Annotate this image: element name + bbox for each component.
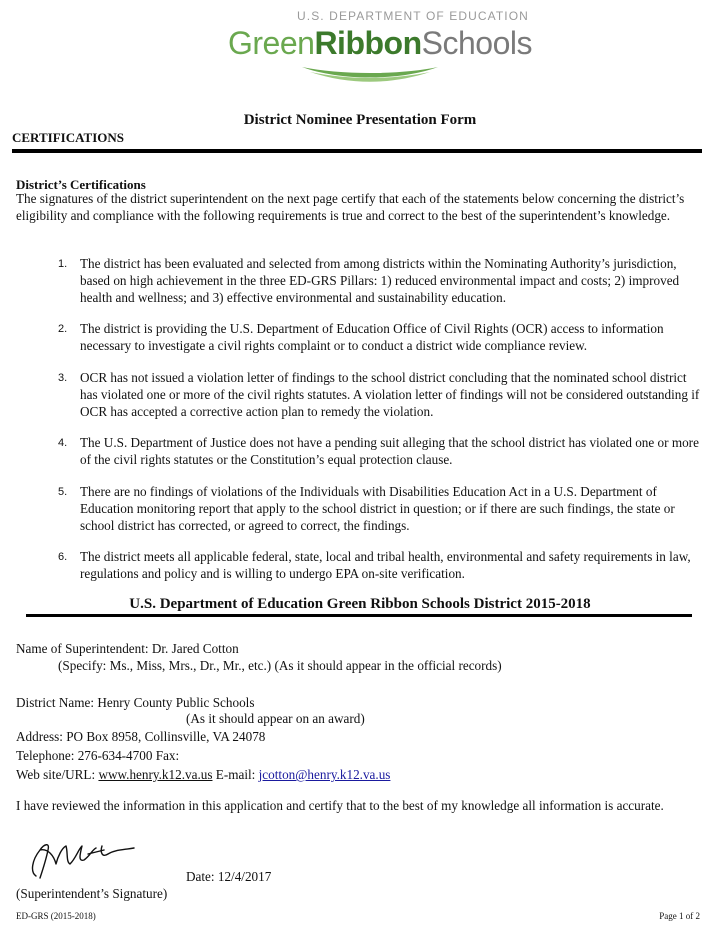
website-label: Web site/URL: — [16, 767, 99, 782]
address-line — [16, 728, 265, 745]
footer-page-number: Page 1 of 2 — [659, 911, 700, 921]
superintendent-specify-note: (Specify: Ms., Miss, Mrs., Dr., Mr., etc.) (As it should appear in the official records) — [58, 658, 502, 673]
item-text: The district meets all applicable federal, state, local and tribal health, environmental and safety requirements in law, regulations and policy and is willing to undergo EPA on-site verification. — [80, 549, 691, 581]
telephone-label: Telephone: — [16, 748, 78, 763]
district-award-note: (As it should appear on an award) — [186, 711, 365, 726]
certification-item-2 — [58, 320, 702, 354]
green-ribbon-schools-logo — [228, 27, 532, 59]
item-number: 2. — [58, 323, 68, 335]
district-name: Henry County Public Schools — [97, 695, 255, 710]
footer-form-id: ED-GRS (2015-2018) — [16, 911, 96, 921]
date-line — [186, 868, 271, 885]
web-email-line — [16, 766, 390, 783]
superintendent-name-label: Name of Superintendent: — [16, 641, 152, 656]
logo-text-ribbon: Ribbon — [314, 25, 422, 61]
ribbon-leaf-icon — [300, 63, 440, 85]
program-title: U.S. Department of Education Green Ribbon Schools District 2015-2018 — [129, 596, 591, 612]
attestation-statement: I have reviewed the information in this application and certify that to the best of my knowledge all information is accurate. — [16, 798, 664, 813]
item-text: OCR has not issued a violation letter of findings to the school district concluding that the nominated school district has violated one or more of the civil rights statutes. A violation letter of findings will not be considered outstanding if OCR has accepted a corrective action plan to remedy the violation. — [80, 370, 700, 419]
section-divider — [12, 149, 702, 153]
item-number: 3. — [58, 372, 68, 384]
certifications-heading: District’s Certifications — [16, 177, 146, 192]
certification-item-3 — [58, 369, 702, 420]
department-name: U.S. DEPARTMENT OF EDUCATION — [297, 9, 529, 23]
handwritten-signature — [26, 838, 138, 882]
certifications-intro: The signatures of the district superintendent on the next page certify that each of the statements below concerning the district’s eligibility and compliance with the following requirements is true and correct to the best of the superintendent’s knowledge. — [16, 191, 685, 223]
item-number: 1. — [58, 258, 68, 270]
date-value: 12/4/2017 — [217, 869, 272, 884]
certification-item-5 — [58, 483, 702, 534]
website-link[interactable]: www.henry.k12.va.us — [98, 767, 213, 782]
certification-item-6 — [58, 548, 702, 582]
form-title: District Nominee Presentation Form — [243, 112, 477, 128]
signature-caption: (Superintendent’s Signature) — [16, 886, 168, 901]
certification-item-1 — [58, 255, 702, 306]
district-name-label: District Name: — [16, 695, 98, 710]
certification-item-4 — [58, 434, 702, 468]
date-label: Date: — [186, 869, 218, 884]
telephone-value: 276-634-4700 — [77, 748, 153, 763]
address-label: Address: — [16, 729, 67, 744]
section-label: CERTIFICATIONS — [12, 130, 124, 145]
address-value: PO Box 8958, Collinsville, VA 24078 — [66, 729, 266, 744]
item-text: There are no findings of violations of the Individuals with Disabilities Education Act in a U.S. Department of Education monitoring report that apply to the school district in question; or if there are such findings, the state or school district has corrected, or agreed to correct, the findings. — [80, 484, 675, 533]
item-text: The district is providing the U.S. Department of Education Office of Civil Rights (OCR) access to information necessary to investigate a civil rights complaint or to conduct a district wide compliance review. — [80, 321, 664, 353]
item-number: 6. — [58, 551, 68, 563]
superintendent-name: Dr. Jared Cotton — [151, 641, 239, 656]
superintendent-name-line — [16, 640, 239, 657]
item-text: The U.S. Department of Justice does not have a pending suit alleging that the school district has violated one or more of the civil rights statutes or the Constitution’s equal protection clause. — [80, 435, 699, 467]
item-text: The district has been evaluated and selected from among districts within the Nominating Authority’s jurisdiction, based on high achievement in the three ED-GRS Pillars: 1) reduced environmental impact and costs; 2) improved health and wellness; and 3) effective environmental and sustainability education. — [80, 256, 680, 305]
logo-text-green: Green — [228, 25, 315, 61]
item-number: 4. — [58, 437, 68, 449]
logo-text-schools: Schools — [421, 25, 532, 61]
program-divider — [26, 614, 692, 617]
email-link[interactable]: jcotton@henry.k12.va.us — [258, 767, 391, 782]
district-name-line — [16, 694, 254, 711]
email-label: E-mail: — [212, 767, 259, 782]
item-number: 5. — [58, 486, 68, 498]
fax-label: Fax: — [152, 748, 180, 763]
telephone-line — [16, 747, 179, 764]
